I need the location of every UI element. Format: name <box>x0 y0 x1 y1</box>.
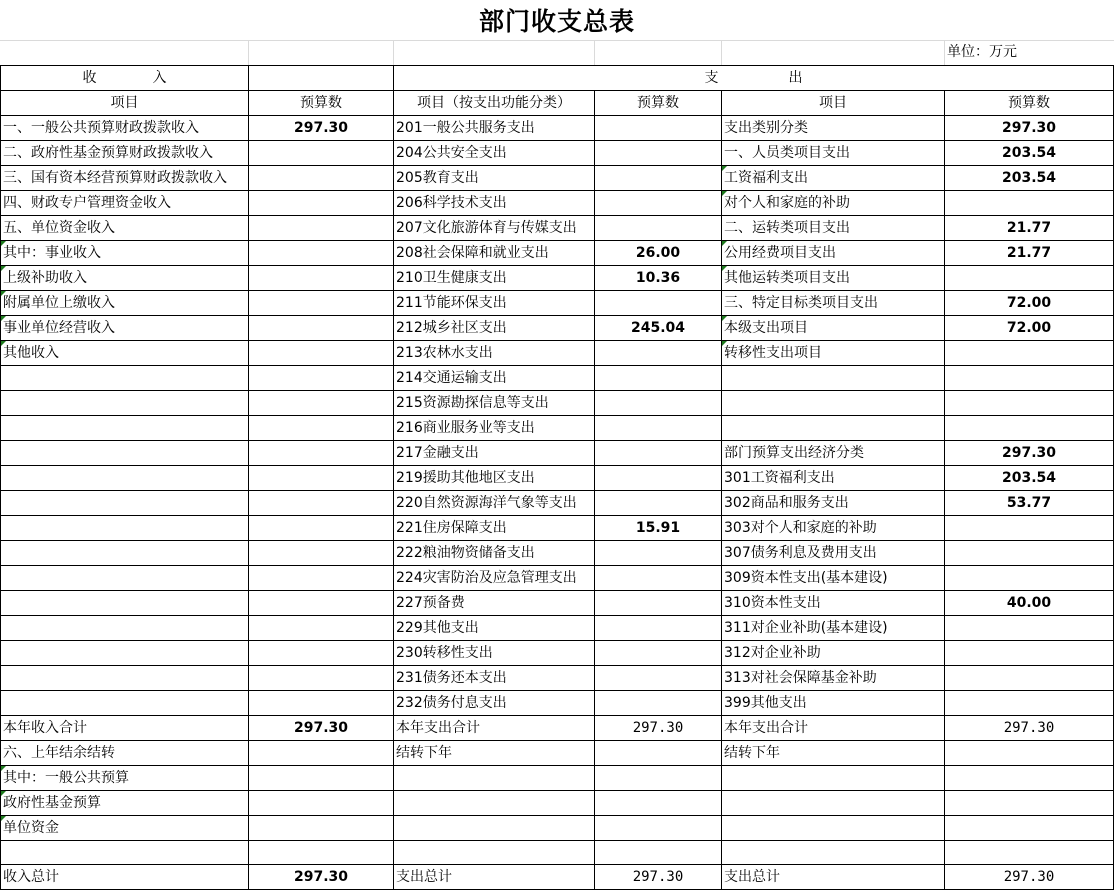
func-item-cell: 206科学技术支出 <box>394 191 595 216</box>
table-row <box>1 366 1114 391</box>
income-budget-cell <box>249 266 394 291</box>
func-item-cell: 230转移性支出 <box>394 641 595 666</box>
func-budget-cell <box>595 366 722 391</box>
func-budget-cell <box>595 791 722 816</box>
func-item-cell: 216商业服务业等支出 <box>394 416 595 441</box>
category-budget-cell: 53.77 <box>945 491 1114 516</box>
func-budget-cell <box>595 691 722 716</box>
func-item-cell <box>394 766 595 791</box>
income-item-cell: 事业单位经营收入 <box>1 316 249 341</box>
category-budget-cell <box>945 516 1114 541</box>
table-row <box>1 691 1114 716</box>
func-budget-cell <box>595 141 722 166</box>
category-budget-cell: 72.00 <box>945 316 1114 341</box>
category-budget-cell <box>945 791 1114 816</box>
category-item-cell: 本级支出项目 <box>722 316 945 341</box>
income-item-cell <box>1 516 249 541</box>
col-header-category-budget: 预算数 <box>945 91 1114 116</box>
func-item-cell: 214交通运输支出 <box>394 366 595 391</box>
income-budget-cell <box>249 566 394 591</box>
income-budget-cell <box>249 466 394 491</box>
income-header: 收 入 <box>1 66 249 91</box>
func-budget-cell <box>595 666 722 691</box>
income-budget-cell <box>249 391 394 416</box>
func-item-cell: 201一般公共服务支出 <box>394 116 595 141</box>
income-item-cell: 其中：一般公共预算 <box>1 766 249 791</box>
func-item-cell: 224灾害防治及应急管理支出 <box>394 566 595 591</box>
table-row <box>1 716 1114 741</box>
category-item-cell: 399其他支出 <box>722 691 945 716</box>
table-row <box>1 191 1114 216</box>
func-budget-cell <box>595 116 722 141</box>
category-item-cell: 转移性支出项目 <box>722 341 945 366</box>
func-item-cell: 221住房保障支出 <box>394 516 595 541</box>
income-item-cell: 一、一般公共预算财政拨款收入 <box>1 116 249 141</box>
func-budget-cell: 297.30 <box>595 865 722 890</box>
func-item-cell: 213农林水支出 <box>394 341 595 366</box>
budget-table <box>0 65 1114 890</box>
category-item-cell: 部门预算支出经济分类 <box>722 441 945 466</box>
col-header-func-item: 项目（按支出功能分类） <box>394 91 595 116</box>
expense-header: 支 出 <box>394 66 1114 91</box>
category-budget-cell <box>945 641 1114 666</box>
table-row <box>1 841 1114 865</box>
func-item-cell <box>394 841 595 865</box>
func-budget-cell <box>595 191 722 216</box>
category-item-cell: 对个人和家庭的补助 <box>722 191 945 216</box>
func-budget-cell <box>595 641 722 666</box>
category-budget-cell <box>945 566 1114 591</box>
table-row <box>1 116 1114 141</box>
category-budget-cell <box>945 366 1114 391</box>
func-item-cell: 结转下年 <box>394 741 595 766</box>
income-budget-cell: 297.30 <box>249 865 394 890</box>
table-row <box>1 591 1114 616</box>
category-budget-cell: 21.77 <box>945 241 1114 266</box>
func-item-cell: 219援助其他地区支出 <box>394 466 595 491</box>
category-item-cell: 310资本性支出 <box>722 591 945 616</box>
income-item-cell <box>1 566 249 591</box>
income-budget-cell <box>249 366 394 391</box>
income-item-cell: 附属单位上缴收入 <box>1 291 249 316</box>
table-row <box>1 266 1114 291</box>
income-budget-cell <box>249 816 394 841</box>
category-item-cell <box>722 766 945 791</box>
col-header-income-budget: 预算数 <box>249 91 394 116</box>
table-row <box>1 341 1114 366</box>
unit-row <box>0 40 1114 65</box>
category-budget-cell <box>945 816 1114 841</box>
table-row <box>1 316 1114 341</box>
category-item-cell: 一、人员类项目支出 <box>722 141 945 166</box>
func-item-cell: 229其他支出 <box>394 616 595 641</box>
category-budget-cell <box>945 616 1114 641</box>
func-budget-cell <box>595 416 722 441</box>
func-budget-cell: 26.00 <box>595 241 722 266</box>
category-budget-cell: 203.54 <box>945 141 1114 166</box>
income-budget-cell <box>249 341 394 366</box>
func-item-cell: 231债务还本支出 <box>394 666 595 691</box>
income-budget-cell <box>249 316 394 341</box>
income-item-cell: 本年收入合计 <box>1 716 249 741</box>
category-budget-cell: 21.77 <box>945 216 1114 241</box>
income-budget-cell <box>249 791 394 816</box>
category-budget-cell: 297.30 <box>945 716 1114 741</box>
table-row <box>1 616 1114 641</box>
unit-label: 单位：万元 <box>947 44 1017 60</box>
header-column-row <box>1 91 1114 116</box>
income-budget-cell <box>249 541 394 566</box>
table-row <box>1 741 1114 766</box>
category-budget-cell <box>945 841 1114 865</box>
table-row <box>1 541 1114 566</box>
func-item-cell: 217金融支出 <box>394 441 595 466</box>
category-budget-cell <box>945 741 1114 766</box>
col-header-func-budget: 预算数 <box>595 91 722 116</box>
income-item-cell: 收入总计 <box>1 865 249 890</box>
category-item-cell: 结转下年 <box>722 741 945 766</box>
category-item-cell <box>722 366 945 391</box>
func-item-cell: 212城乡社区支出 <box>394 316 595 341</box>
income-budget-cell <box>249 841 394 865</box>
func-item-cell: 232债务付息支出 <box>394 691 595 716</box>
func-item-cell: 208社会保障和就业支出 <box>394 241 595 266</box>
income-item-cell <box>1 841 249 865</box>
category-item-cell: 公用经费项目支出 <box>722 241 945 266</box>
category-budget-cell <box>945 541 1114 566</box>
func-budget-cell <box>595 391 722 416</box>
income-item-cell <box>1 416 249 441</box>
income-item-cell <box>1 666 249 691</box>
income-budget-cell <box>249 191 394 216</box>
category-item-cell <box>722 391 945 416</box>
func-budget-cell <box>595 441 722 466</box>
func-budget-cell <box>595 566 722 591</box>
category-budget-cell <box>945 266 1114 291</box>
income-item-cell: 四、财政专户管理资金收入 <box>1 191 249 216</box>
income-budget-cell <box>249 741 394 766</box>
func-item-cell: 215资源勘探信息等支出 <box>394 391 595 416</box>
table-row <box>1 441 1114 466</box>
income-item-cell <box>1 366 249 391</box>
category-budget-cell: 40.00 <box>945 591 1114 616</box>
func-budget-cell <box>595 741 722 766</box>
header-section-row <box>1 66 1114 91</box>
category-budget-cell <box>945 691 1114 716</box>
table-row <box>1 166 1114 191</box>
func-budget-cell: 15.91 <box>595 516 722 541</box>
func-budget-cell <box>595 216 722 241</box>
table-row <box>1 791 1114 816</box>
func-item-cell: 210卫生健康支出 <box>394 266 595 291</box>
category-budget-cell: 72.00 <box>945 291 1114 316</box>
income-budget-cell <box>249 616 394 641</box>
table-row <box>1 391 1114 416</box>
category-budget-cell: 297.30 <box>945 441 1114 466</box>
table-row <box>1 491 1114 516</box>
income-budget-cell <box>249 691 394 716</box>
income-budget-cell <box>249 516 394 541</box>
income-budget-cell <box>249 166 394 191</box>
table-row <box>1 865 1114 890</box>
func-item-cell <box>394 791 595 816</box>
category-budget-cell: 297.30 <box>945 865 1114 890</box>
category-item-cell: 303对个人和家庭的补助 <box>722 516 945 541</box>
income-item-cell <box>1 591 249 616</box>
category-item-cell: 二、运转类项目支出 <box>722 216 945 241</box>
income-budget-cell <box>249 441 394 466</box>
income-budget-cell <box>249 591 394 616</box>
func-item-cell: 支出总计 <box>394 865 595 890</box>
category-budget-cell <box>945 391 1114 416</box>
income-item-cell: 其中：事业收入 <box>1 241 249 266</box>
func-budget-cell <box>595 591 722 616</box>
col-header-category-item: 项目 <box>722 91 945 116</box>
table-row <box>1 291 1114 316</box>
category-item-cell: 309资本性支出(基本建设) <box>722 566 945 591</box>
income-budget-cell <box>249 291 394 316</box>
func-item-cell: 204公共安全支出 <box>394 141 595 166</box>
table-row <box>1 516 1114 541</box>
category-item-cell: 其他运转类项目支出 <box>722 266 945 291</box>
table-row <box>1 816 1114 841</box>
category-budget-cell: 297.30 <box>945 116 1114 141</box>
func-budget-cell <box>595 841 722 865</box>
category-budget-cell <box>945 416 1114 441</box>
category-item-cell <box>722 841 945 865</box>
category-budget-cell <box>945 766 1114 791</box>
func-item-cell: 本年支出合计 <box>394 716 595 741</box>
category-item-cell: 307债务利息及费用支出 <box>722 541 945 566</box>
table-row <box>1 241 1114 266</box>
category-item-cell <box>722 416 945 441</box>
category-item-cell <box>722 791 945 816</box>
func-budget-cell <box>595 166 722 191</box>
func-item-cell: 205教育支出 <box>394 166 595 191</box>
income-budget-cell <box>249 641 394 666</box>
func-item-cell: 227预备费 <box>394 591 595 616</box>
func-budget-cell <box>595 491 722 516</box>
income-item-cell: 其他收入 <box>1 341 249 366</box>
func-item-cell: 220自然资源海洋气象等支出 <box>394 491 595 516</box>
col-header-income-item: 项目 <box>1 91 249 116</box>
table-row <box>1 566 1114 591</box>
income-header-blank <box>249 66 394 91</box>
category-item-cell: 工资福利支出 <box>722 166 945 191</box>
func-budget-cell <box>595 616 722 641</box>
income-budget-cell <box>249 666 394 691</box>
category-budget-cell <box>945 341 1114 366</box>
category-budget-cell <box>945 666 1114 691</box>
income-item-cell: 单位资金 <box>1 816 249 841</box>
table-row <box>1 766 1114 791</box>
income-item-cell <box>1 491 249 516</box>
income-budget-cell: 297.30 <box>249 716 394 741</box>
func-budget-cell: 297.30 <box>595 716 722 741</box>
category-item-cell: 本年支出合计 <box>722 716 945 741</box>
category-item-cell: 支出总计 <box>722 865 945 890</box>
income-item-cell: 二、政府性基金预算财政拨款收入 <box>1 141 249 166</box>
income-budget-cell <box>249 216 394 241</box>
table-row <box>1 666 1114 691</box>
category-budget-cell: 203.54 <box>945 166 1114 191</box>
income-item-cell <box>1 466 249 491</box>
func-budget-cell <box>595 766 722 791</box>
income-item-cell <box>1 441 249 466</box>
income-item-cell <box>1 391 249 416</box>
func-budget-cell <box>595 541 722 566</box>
category-item-cell: 313对社会保障基金补助 <box>722 666 945 691</box>
func-item-cell: 207文化旅游体育与传媒支出 <box>394 216 595 241</box>
income-item-cell: 六、上年结余结转 <box>1 741 249 766</box>
category-item-cell: 301工资福利支出 <box>722 466 945 491</box>
category-item-cell <box>722 816 945 841</box>
income-budget-cell <box>249 766 394 791</box>
category-item-cell: 311对企业补助(基本建设) <box>722 616 945 641</box>
table-row <box>1 641 1114 666</box>
table-row <box>1 141 1114 166</box>
income-item-cell <box>1 691 249 716</box>
func-item-cell: 211节能环保支出 <box>394 291 595 316</box>
func-item-cell: 222粮油物资储备支出 <box>394 541 595 566</box>
category-item-cell: 三、特定目标类项目支出 <box>722 291 945 316</box>
income-item-cell: 政府性基金预算 <box>1 791 249 816</box>
income-budget-cell: 297.30 <box>249 116 394 141</box>
func-budget-cell <box>595 291 722 316</box>
income-item-cell: 上级补助收入 <box>1 266 249 291</box>
table-row <box>1 216 1114 241</box>
func-budget-cell <box>595 816 722 841</box>
table-row <box>1 416 1114 441</box>
func-budget-cell <box>595 341 722 366</box>
func-budget-cell <box>595 466 722 491</box>
func-budget-cell: 10.36 <box>595 266 722 291</box>
func-item-cell <box>394 816 595 841</box>
category-budget-cell: 203.54 <box>945 466 1114 491</box>
category-item-cell: 312对企业补助 <box>722 641 945 666</box>
income-item-cell <box>1 616 249 641</box>
category-item-cell: 302商品和服务支出 <box>722 491 945 516</box>
income-item-cell <box>1 541 249 566</box>
income-item-cell <box>1 641 249 666</box>
income-budget-cell <box>249 416 394 441</box>
page-title: 部门收支总表 <box>478 7 635 36</box>
income-item-cell: 三、国有资本经营预算财政拨款收入 <box>1 166 249 191</box>
category-budget-cell <box>945 191 1114 216</box>
income-item-cell: 五、单位资金收入 <box>1 216 249 241</box>
income-budget-cell <box>249 491 394 516</box>
income-budget-cell <box>249 241 394 266</box>
category-item-cell: 支出类别分类 <box>722 116 945 141</box>
table-row <box>1 466 1114 491</box>
func-budget-cell: 245.04 <box>595 316 722 341</box>
income-budget-cell <box>249 141 394 166</box>
